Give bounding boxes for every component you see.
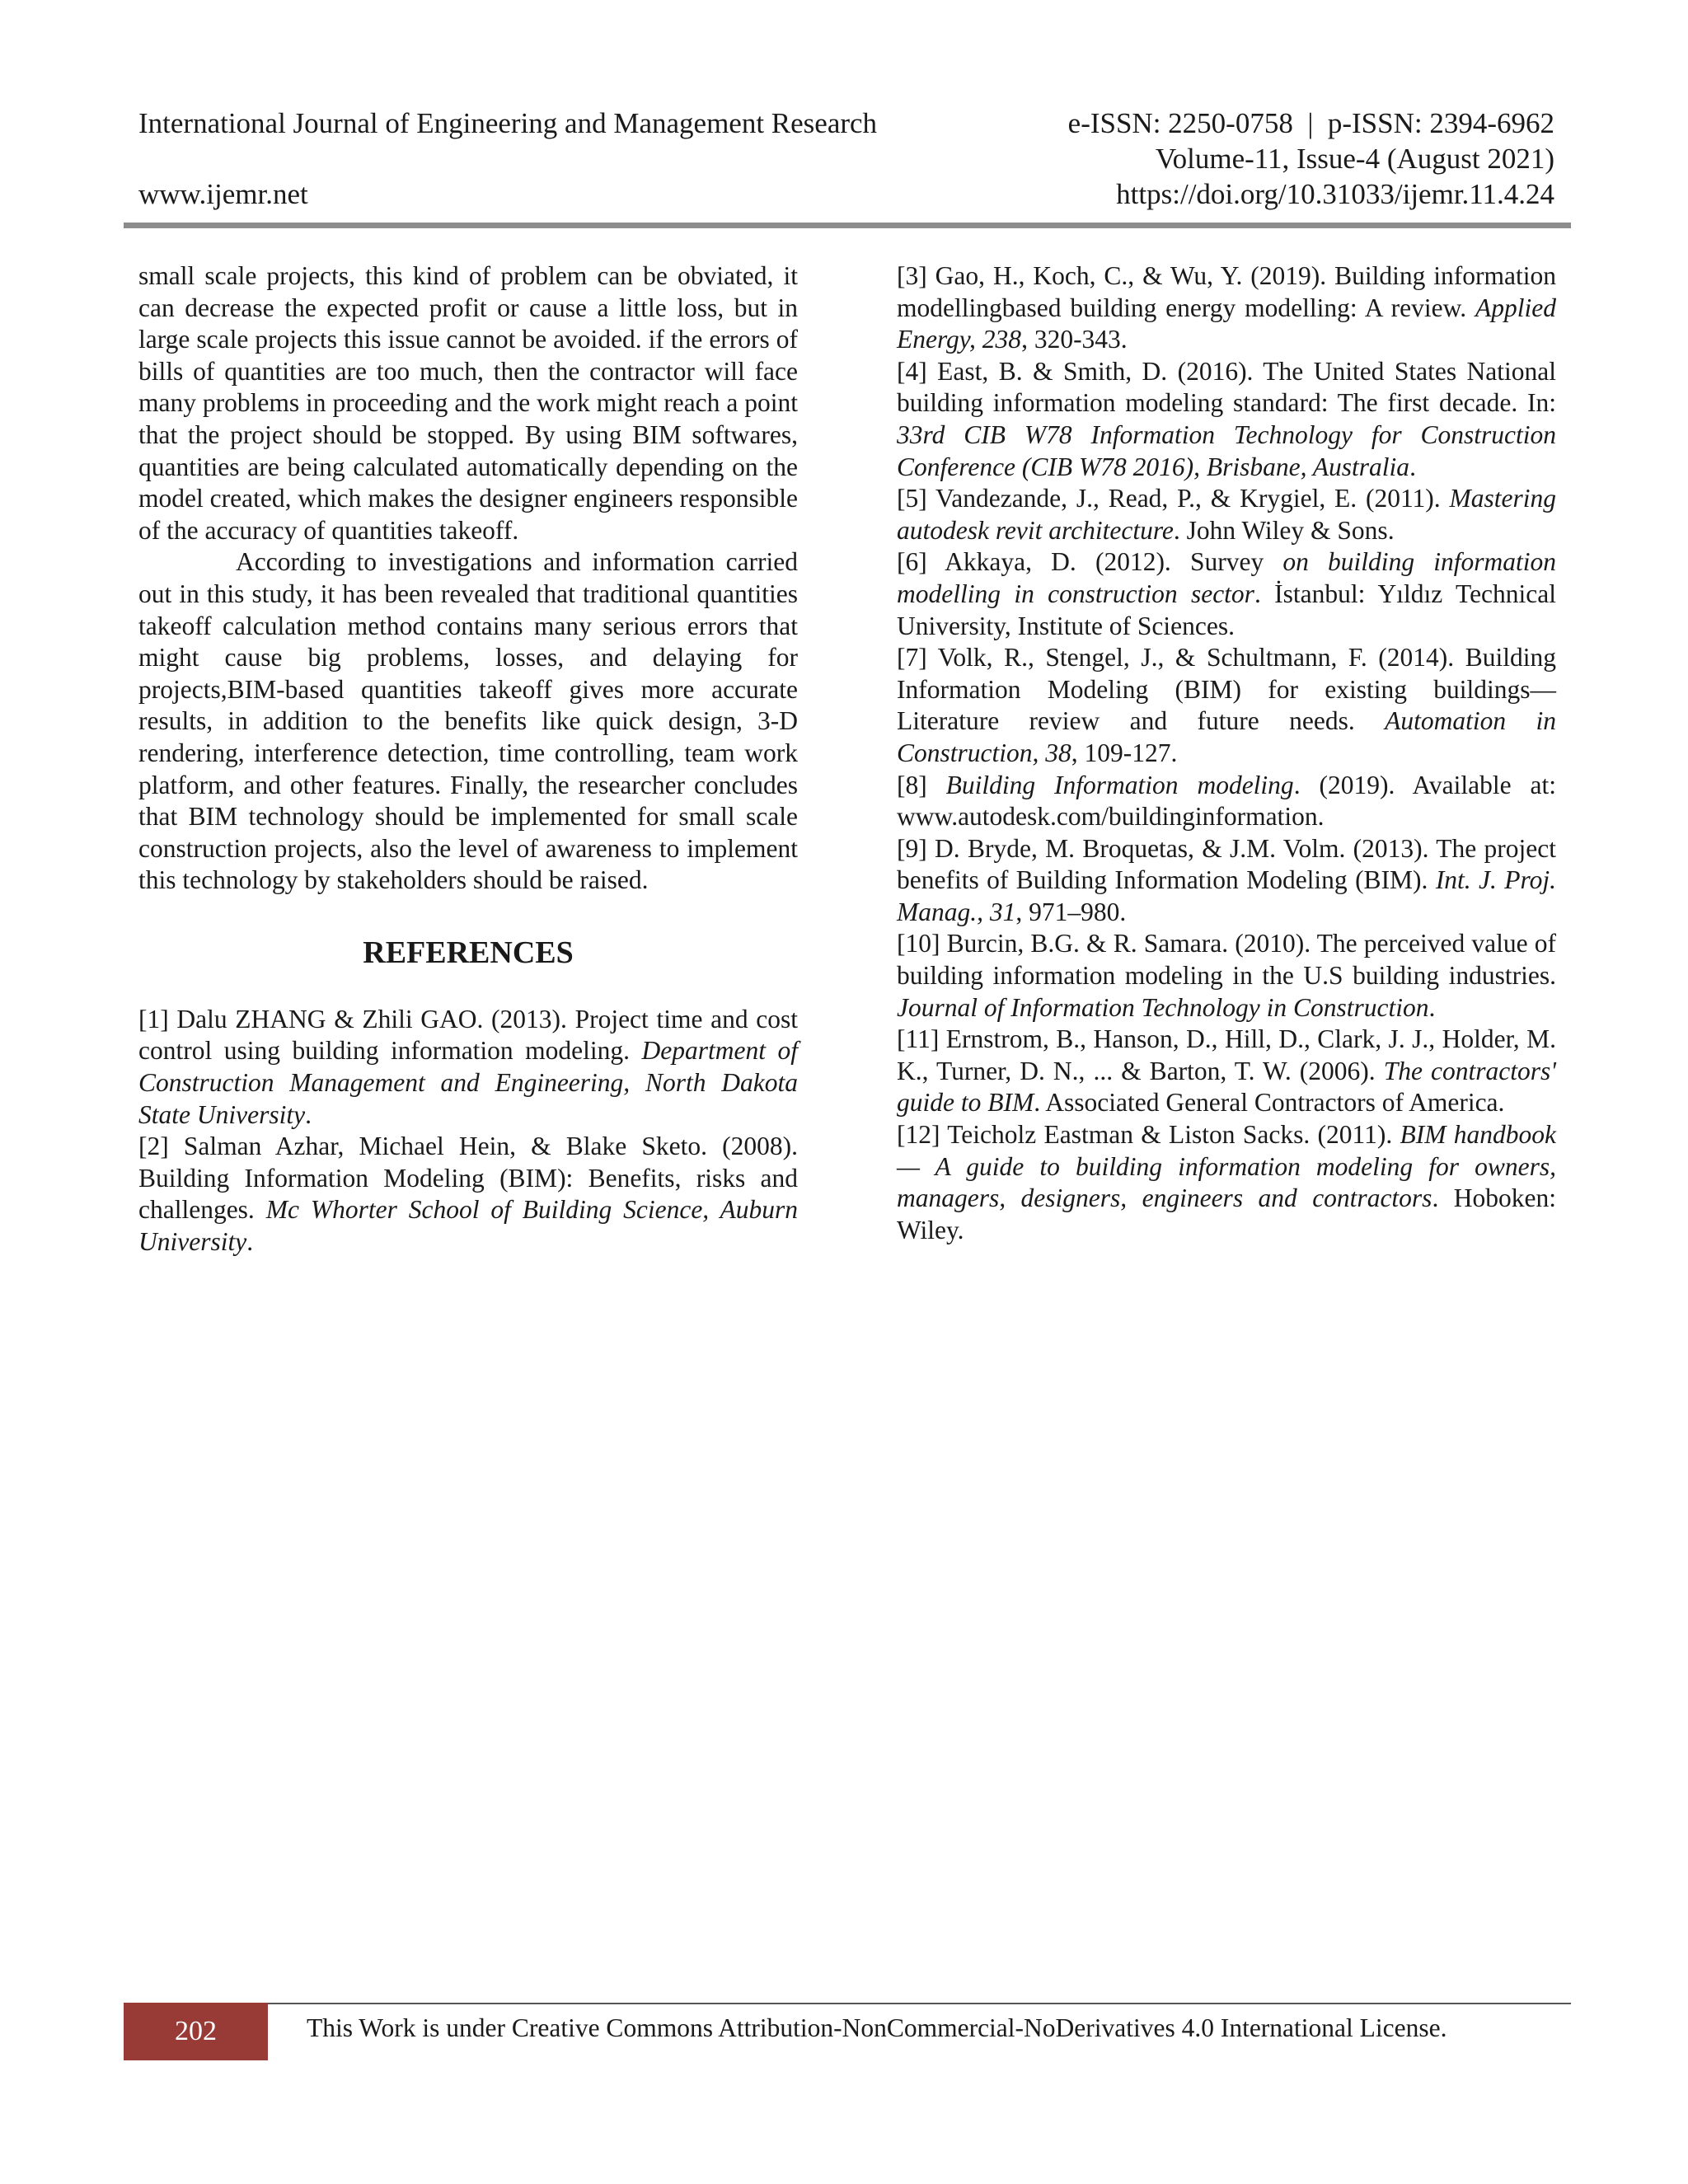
reference-item: [4] East, B. & Smith, D. (2016). The United States National building information modeling standard: The first decade. In: 33rd CIB W78 Information Technology for Construction Conference (CIB W78 2016), Brisbane, Australia. — [897, 356, 1556, 481]
body-paragraph-2: According to investigations and information carried out in this study, it has been revealed that traditional quantities takeoff calculation method contains many serious errors that might cause big problems, losses, and delaying for projects,BIM-based quantities takeoff gives more accurate results, in addition to the benefits like quick design, 3-D rendering, interference detection, time controlling, team work platform, and other features. Finally, the researcher concludes that BIM technology should be implemented for small scale construction projects, also the level of awareness to implement this technology by stakeholders should be raised. — [138, 547, 798, 895]
reference-item: [10] Burcin, B.G. & R. Samara. (2010). The perceived value of building information modeling in the U.S building industries. Journal of Information Technology in Construction. — [897, 929, 1556, 1022]
reference-item: [2] Salman Azhar, Michael Hein, & Blake Sketo. (2008). Building Information Modeling (BIM): Benefits, risks and challenges. Mc Whorter School of Building Science, Auburn University. — [138, 1132, 799, 1257]
volume-info: Volume-11, Issue-4 (August 2021) — [1155, 143, 1554, 175]
references-list-right — [897, 260, 1556, 1246]
reference-item: [5] Vandezande, J., Read, P., & Krygiel, E. (2011). Mastering autodesk revit architecture. John Wiley & Sons. — [897, 484, 1556, 545]
reference-item: [12] Teicholz Eastman & Liston Sacks. (2011). BIM handbook — A guide to building information modeling for owners, managers, designers, engineers and contractors. Hoboken: Wiley. — [897, 1120, 1556, 1244]
references-heading: REFERENCES — [363, 935, 574, 970]
running-header — [138, 105, 1554, 212]
reference-item: [8] Building Information modeling. (2019). Available at: www.autodesk.com/buildinginformation. — [897, 770, 1556, 832]
issn-info: e-ISSN: 2250-0758 | p-ISSN: 2394-6962 — [1067, 107, 1554, 139]
reference-item: [7] Volk, R., Stengel, J., & Schultmann, F. (2014). Building Information Modeling (BIM) for existing buildings—Literature review and future needs. Automation in Construction, 38, 109-127. — [897, 643, 1556, 767]
reference-item: [6] Akkaya, D. (2012). Survey on building information modelling in construction sector. İstanbul: Yıldız Technical University, Institute of Sciences. — [897, 547, 1556, 640]
license-notice: This Work is under Creative Commons Attribution-NonCommercial-NoDerivatives 4.0 International License. — [307, 2013, 1447, 2042]
left-column — [138, 260, 798, 1258]
page-number: 202 — [124, 2003, 268, 2060]
reference-item: [9] D. Bryde, M. Broquetas, & J.M. Volm. (2013). The project benefits of Building Information Modeling (BIM). Int. J. Proj. Manag., 31, 971–980. — [897, 833, 1557, 926]
body-paragraph-1: small scale projects, this kind of problem can be obviated, it can decrease the expected profit or cause a little loss, but in large scale projects this issue cannot be avoided. if the errors of bills of quantities are too much, then the contractor will face many problems in proceeding and the work might reach a point that the project should be stopped. By using BIM softwares, quantities are being calculated automatically depending on the model created, which makes the designer engineers responsible of the accuracy of quantities takeoff. — [138, 261, 798, 545]
right-column — [897, 260, 1556, 1246]
journal-title: International Journal of Engineering and Management Research — [138, 107, 878, 139]
footer-rule — [268, 2003, 1571, 2004]
reference-item: [11] Ernstrom, B., Hanson, D., Hill, D., Clark, J. J., Holder, M. K., Turner, D. N., ... & Barton, T. W. (2006). The contractors' guide to BIM. Associated General Contractors of America. — [897, 1024, 1556, 1118]
references-list-left — [138, 1004, 798, 1258]
header-row-3 — [138, 176, 1554, 212]
reference-item: [3] Gao, H., Koch, C., & Wu, Y. (2019). Building information modellingbased building energy modelling: A review. Applied Energy, 238, 320-343. — [897, 261, 1556, 354]
reference-item: [1] Dalu ZHANG & Zhili GAO. (2013). Project time and cost control using building information modeling. Department of Construction Management and Engineering, North Dakota State University. — [138, 1004, 798, 1129]
header-rule — [124, 223, 1571, 228]
journal-website: www.ijemr.net — [138, 178, 308, 210]
header-row-1 — [138, 105, 1554, 141]
doi-link: https://doi.org/10.31033/ijemr.11.4.24 — [1116, 178, 1554, 210]
